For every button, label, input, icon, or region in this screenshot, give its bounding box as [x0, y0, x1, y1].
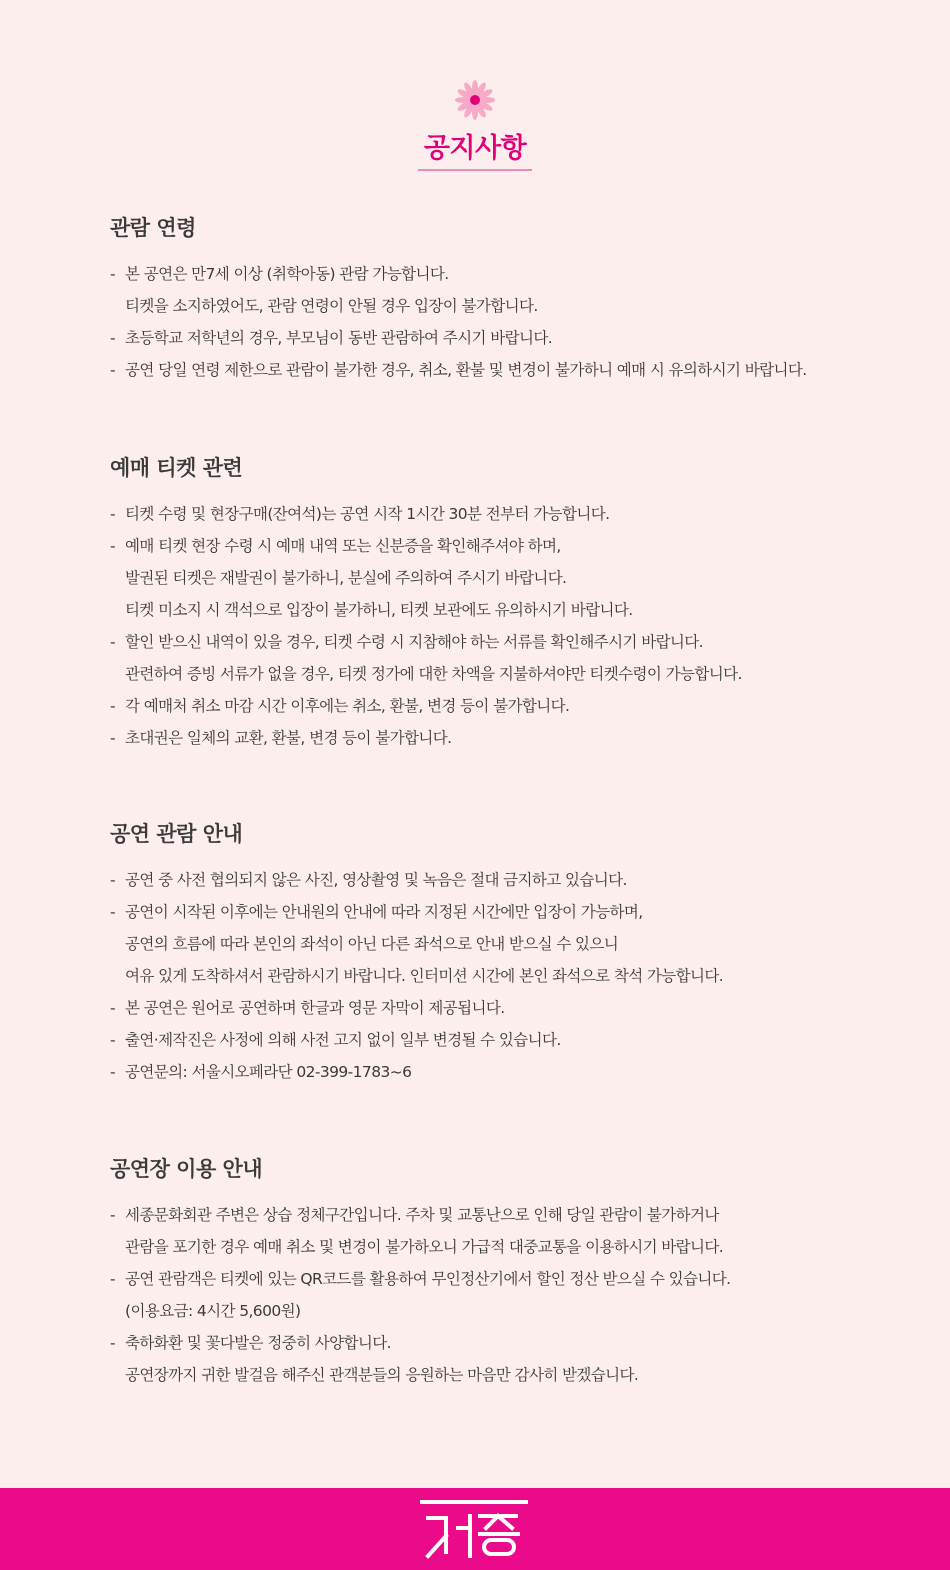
footer-bar [0, 1488, 950, 1570]
notice-line: - 초등학교 저학년의 경우, 부모님이 동반 관람하여 주시기 바랍니다. [110, 329, 553, 347]
notice-line: - 공연문의: 서울시오페라단 02-399-1783~6 [110, 1063, 412, 1081]
notice-line: - 본 공연은 원어로 공연하며 한글과 영문 자막이 제공됩니다. [110, 999, 505, 1017]
section-title: 관람 연령 [110, 216, 196, 240]
page-title: 공지사항 [418, 126, 532, 171]
notice-line: - 예매 티켓 현장 수령 시 예매 내역 또는 신분증을 확인해주셔야 하며, [110, 537, 561, 555]
notice-line: 공연의 흐름에 따라 본인의 좌석이 아닌 다른 좌석으로 안내 받으실 수 있으니 [125, 935, 619, 953]
notice-line: (이용요금: 4시간 5,600원) [125, 1302, 301, 1320]
section-title: 공연장 이용 안내 [110, 1157, 263, 1181]
notice-line: - 공연 당일 연령 제한으로 관람이 불가한 경우, 취소, 환불 및 변경이 불가하니 예매 시 유의하시기 바랍니다. [110, 361, 807, 379]
notice-line: - 출연·제작진은 사정에 의해 사전 고지 없이 일부 변경될 수 있습니다. [110, 1031, 561, 1049]
flower-icon [453, 78, 497, 122]
sejong-logo [420, 1500, 530, 1562]
notice-line: - 공연 중 사전 협의되지 않은 사진, 영상촬영 및 녹음은 절대 금지하고 있습니다. [110, 871, 627, 889]
notice-line: - 축하화환 및 꽃다발은 정중히 사양합니다. [110, 1334, 391, 1352]
notice-line: 티켓 미소지 시 객석으로 입장이 불가하니, 티켓 보관에도 유의하시기 바랍니다. [125, 601, 633, 619]
notice-line: - 티켓 수령 및 현장구매(잔여석)는 공연 시작 1시간 30분 전부터 가능합니다. [110, 505, 610, 523]
notice-line: - 공연 관람객은 티켓에 있는 QR코드를 활용하여 무인정산기에서 할인 정산 받으실 수 있습니다. [110, 1270, 731, 1288]
notice-line: - 각 예매처 취소 마감 시간 이후에는 취소, 환불, 변경 등이 불가합니다. [110, 697, 570, 715]
notice-line: - 세종문화회관 주변은 상습 정체구간입니다. 주차 및 교통난으로 인해 당일 관람이 불가하거나 [110, 1206, 719, 1224]
notice-line: 발권된 티켓은 재발권이 불가하니, 분실에 주의하여 주시기 바랍니다. [125, 569, 567, 587]
section-title: 공연 관람 안내 [110, 822, 243, 846]
notice-line: - 공연이 시작된 이후에는 안내원의 안내에 따라 지정된 시간에만 입장이 가능하며, [110, 903, 643, 921]
section-venue-guide [110, 1153, 890, 1391]
notice-header [0, 78, 950, 171]
notice-line: 티켓을 소지하였어도, 관람 연령이 안될 경우 입장이 불가합니다. [125, 297, 538, 315]
notice-line: 관련하여 증빙 서류가 없을 경우, 티켓 정가에 대한 차액을 지불하셔야만 티켓수령이 가능합니다. [125, 665, 742, 683]
notice-line: - 할인 받으신 내역이 있을 경우, 티켓 수령 시 지참해야 하는 서류를 확인해주시기 바랍니다. [110, 633, 704, 651]
notice-line: 공연장까지 귀한 발걸음 해주신 관객분들의 응원하는 마음만 감사히 받겠습니다. [125, 1366, 639, 1384]
section-ticket [110, 452, 890, 754]
notice-line: 여유 있게 도착하셔서 관람하시기 바랍니다. 인터미션 시간에 본인 좌석으로 착석 가능합니다. [125, 967, 724, 985]
section-viewing-age [110, 212, 890, 386]
section-title: 예매 티켓 관련 [110, 456, 243, 480]
notice-line: 관람을 포기한 경우 예매 취소 및 변경이 불가하오니 가급적 대중교통을 이용하시기 바랍니다. [125, 1238, 724, 1256]
section-performance-guide [110, 818, 890, 1088]
notice-line: - 본 공연은 만7세 이상 (취학아동) 관람 가능합니다. [110, 265, 449, 283]
notice-line: - 초대권은 일체의 교환, 환불, 변경 등이 불가합니다. [110, 729, 452, 747]
